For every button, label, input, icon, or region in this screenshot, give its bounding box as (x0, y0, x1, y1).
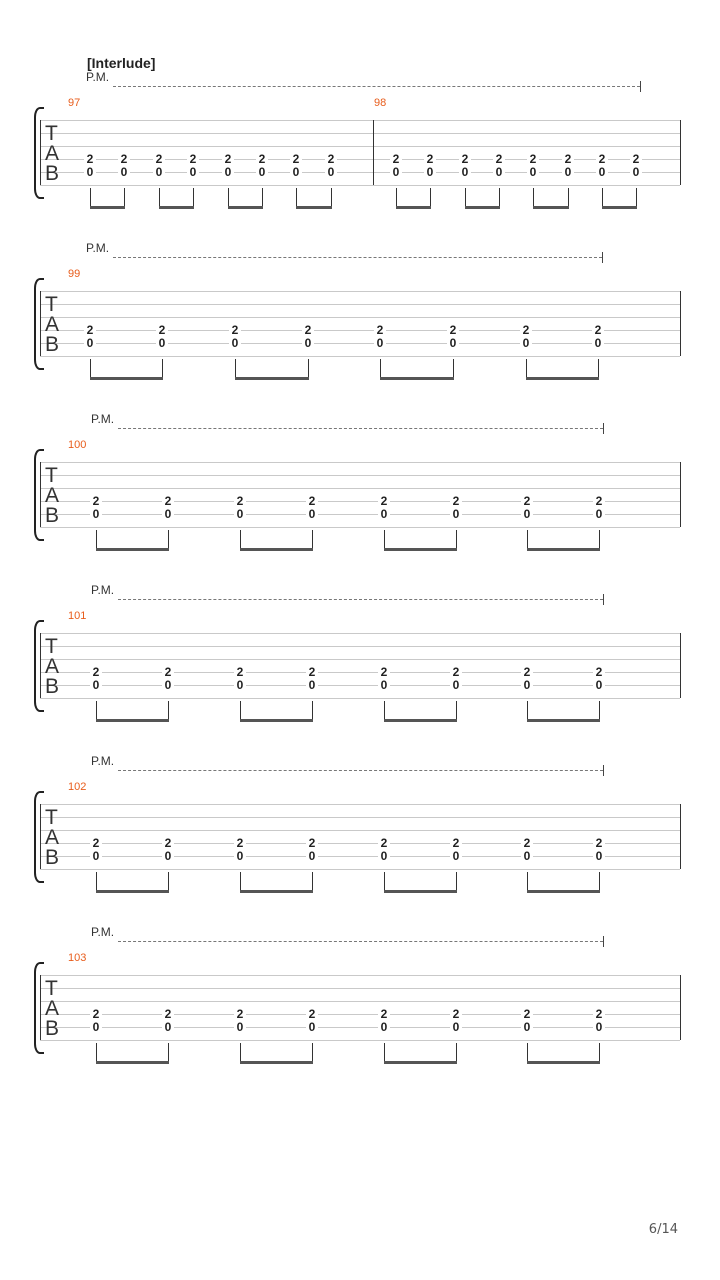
fret-number: 0 (162, 509, 174, 520)
end-barline (680, 291, 681, 356)
fret-number: 2 (156, 325, 168, 336)
fret-number: 2 (596, 154, 608, 165)
note-stem (527, 1043, 528, 1063)
tab-string (40, 843, 680, 844)
start-barline (40, 291, 41, 356)
fret-number: 2 (378, 496, 390, 507)
fret-number: 2 (256, 154, 268, 165)
fret-number: 0 (592, 338, 604, 349)
fret-number: 2 (290, 154, 302, 165)
fret-number: 2 (306, 838, 318, 849)
fret-number: 0 (521, 680, 533, 691)
fret-number: 0 (118, 167, 130, 178)
tab-string (40, 172, 680, 173)
note-stem (90, 359, 91, 379)
note-stem (499, 188, 500, 208)
tab-string (40, 133, 680, 134)
fret-number: 0 (229, 338, 241, 349)
tab-string (40, 1001, 680, 1002)
note-stem (235, 359, 236, 379)
fret-number: 0 (593, 851, 605, 862)
note-beam (384, 719, 457, 722)
fret-number: 0 (162, 851, 174, 862)
palm-mute-label: P.M. (86, 241, 110, 255)
tab-string (40, 185, 680, 186)
fret-number: 0 (84, 338, 96, 349)
fret-number: 2 (162, 838, 174, 849)
tab-string (40, 830, 680, 831)
note-beam (159, 206, 194, 209)
fret-number: 2 (378, 838, 390, 849)
fret-number: 0 (306, 680, 318, 691)
palm-mute-end (603, 765, 604, 776)
note-stem (312, 530, 313, 550)
note-stem (465, 188, 466, 208)
fret-number: 2 (593, 496, 605, 507)
fret-number: 0 (90, 851, 102, 862)
note-stem (527, 530, 528, 550)
note-stem (240, 701, 241, 721)
palm-mute-end (603, 423, 604, 434)
fret-number: 0 (306, 509, 318, 520)
fret-number: 2 (302, 325, 314, 336)
fret-number: 0 (593, 680, 605, 691)
note-stem (240, 1043, 241, 1063)
fret-number: 0 (521, 509, 533, 520)
note-stem (636, 188, 637, 208)
tab-string (40, 501, 680, 502)
page-number: 6/14 (648, 1222, 678, 1237)
start-barline (40, 633, 41, 698)
fret-number: 0 (450, 509, 462, 520)
fret-number: 0 (424, 167, 436, 178)
fret-number: 2 (450, 667, 462, 678)
note-beam (90, 206, 125, 209)
tab-clef-letter: B (45, 675, 60, 698)
tab-clef-letter: T (45, 635, 58, 658)
fret-number: 2 (90, 667, 102, 678)
tab-string (40, 672, 680, 673)
fret-number: 2 (234, 838, 246, 849)
note-stem (240, 872, 241, 892)
note-stem (96, 1043, 97, 1063)
fret-number: 0 (562, 167, 574, 178)
palm-mute-end (603, 936, 604, 947)
tab-string (40, 869, 680, 870)
fret-number: 0 (378, 1022, 390, 1033)
fret-number: 2 (306, 667, 318, 678)
tab-clef-letter: T (45, 293, 58, 316)
tab-string (40, 514, 680, 515)
fret-number: 0 (527, 167, 539, 178)
tab-clef-letter: T (45, 464, 58, 487)
note-beam (296, 206, 332, 209)
note-beam (240, 890, 313, 893)
fret-number: 0 (378, 509, 390, 520)
fret-number: 0 (90, 680, 102, 691)
note-stem (312, 701, 313, 721)
tab-string (40, 804, 680, 805)
note-stem (240, 530, 241, 550)
tab-string (40, 291, 680, 292)
tab-string (40, 304, 680, 305)
note-beam (602, 206, 637, 209)
tab-string (40, 975, 680, 976)
measure-number: 98 (374, 97, 387, 109)
fret-number: 2 (450, 1009, 462, 1020)
tab-clef-letter: B (45, 846, 60, 869)
fret-number: 2 (521, 838, 533, 849)
fret-number: 2 (521, 1009, 533, 1020)
fret-number: 2 (162, 667, 174, 678)
fret-number: 0 (90, 509, 102, 520)
palm-mute-line (118, 770, 603, 771)
tab-string (40, 856, 680, 857)
fret-number: 0 (187, 167, 199, 178)
fret-number: 0 (390, 167, 402, 178)
note-beam (240, 1061, 313, 1064)
fret-number: 2 (306, 1009, 318, 1020)
note-stem (598, 359, 599, 379)
note-stem (384, 872, 385, 892)
measure-barline (373, 120, 374, 185)
tab-clef-letter: T (45, 122, 58, 145)
note-stem (599, 701, 600, 721)
fret-number: 0 (234, 680, 246, 691)
fret-number: 0 (234, 509, 246, 520)
note-beam (380, 377, 454, 380)
note-stem (380, 359, 381, 379)
note-beam (90, 377, 163, 380)
note-stem (162, 359, 163, 379)
fret-number: 2 (90, 496, 102, 507)
fret-number: 0 (162, 1022, 174, 1033)
tab-string (40, 988, 680, 989)
fret-number: 0 (450, 680, 462, 691)
tab-clef-letter: B (45, 333, 60, 356)
note-stem (228, 188, 229, 208)
fret-number: 2 (325, 154, 337, 165)
note-stem (456, 872, 457, 892)
note-beam (235, 377, 309, 380)
tab-string (40, 146, 680, 147)
tab-string (40, 646, 680, 647)
fret-number: 2 (118, 154, 130, 165)
tab-string (40, 159, 680, 160)
note-stem (168, 701, 169, 721)
note-stem (527, 872, 528, 892)
note-beam (396, 206, 431, 209)
section-label: [Interlude] (87, 55, 156, 71)
tab-string (40, 330, 680, 331)
start-barline (40, 462, 41, 527)
fret-number: 0 (325, 167, 337, 178)
fret-number: 2 (424, 154, 436, 165)
fret-number: 2 (593, 1009, 605, 1020)
note-beam (526, 377, 599, 380)
note-stem (159, 188, 160, 208)
note-beam (96, 890, 169, 893)
tab-string (40, 120, 680, 121)
fret-number: 2 (90, 1009, 102, 1020)
fret-number: 0 (450, 1022, 462, 1033)
palm-mute-line (118, 599, 603, 600)
fret-number: 0 (306, 851, 318, 862)
end-barline (680, 975, 681, 1040)
fret-number: 2 (450, 496, 462, 507)
end-barline (680, 633, 681, 698)
end-barline (680, 804, 681, 869)
tab-clef-letter: A (45, 655, 60, 678)
note-stem (296, 188, 297, 208)
fret-number: 2 (450, 838, 462, 849)
note-stem (168, 1043, 169, 1063)
fret-number: 0 (521, 851, 533, 862)
fret-number: 0 (520, 338, 532, 349)
fret-number: 0 (593, 1022, 605, 1033)
note-beam (527, 719, 600, 722)
palm-mute-label: P.M. (86, 70, 110, 84)
fret-number: 0 (593, 509, 605, 520)
note-stem (453, 359, 454, 379)
tab-clef-letter: B (45, 504, 60, 527)
note-stem (568, 188, 569, 208)
note-stem (168, 872, 169, 892)
palm-mute-label: P.M. (91, 925, 115, 939)
note-stem (526, 359, 527, 379)
end-barline (680, 120, 681, 185)
fret-number: 0 (162, 680, 174, 691)
fret-number: 2 (374, 325, 386, 336)
fret-number: 2 (630, 154, 642, 165)
note-beam (384, 890, 457, 893)
fret-number: 2 (234, 496, 246, 507)
tab-string (40, 475, 680, 476)
end-barline (680, 462, 681, 527)
tab-string (40, 356, 680, 357)
tab-string (40, 1027, 680, 1028)
note-stem (96, 872, 97, 892)
fret-number: 2 (229, 325, 241, 336)
tab-string (40, 317, 680, 318)
measure-number: 97 (68, 97, 81, 109)
note-stem (602, 188, 603, 208)
tab-clef-letter: A (45, 997, 60, 1020)
tab-string (40, 527, 680, 528)
tab-clef-letter: B (45, 1017, 60, 1040)
fret-number: 2 (153, 154, 165, 165)
note-beam (384, 548, 457, 551)
fret-number: 2 (390, 154, 402, 165)
note-beam (240, 548, 313, 551)
tab-clef-letter: A (45, 484, 60, 507)
note-stem (124, 188, 125, 208)
palm-mute-label: P.M. (91, 754, 115, 768)
note-beam (527, 1061, 600, 1064)
note-stem (430, 188, 431, 208)
fret-number: 2 (306, 496, 318, 507)
measure-number: 100 (68, 439, 87, 451)
fret-number: 0 (234, 1022, 246, 1033)
note-beam (384, 1061, 457, 1064)
palm-mute-line (118, 428, 603, 429)
start-barline (40, 804, 41, 869)
note-beam (96, 1061, 169, 1064)
palm-mute-end (603, 594, 604, 605)
note-stem (312, 1043, 313, 1063)
tab-string (40, 488, 680, 489)
note-beam (240, 719, 313, 722)
fret-number: 2 (84, 325, 96, 336)
fret-number: 2 (447, 325, 459, 336)
fret-number: 2 (493, 154, 505, 165)
fret-number: 2 (521, 496, 533, 507)
note-stem (533, 188, 534, 208)
fret-number: 0 (302, 338, 314, 349)
tab-string (40, 698, 680, 699)
note-stem (599, 872, 600, 892)
note-stem (384, 701, 385, 721)
fret-number: 2 (222, 154, 234, 165)
note-stem (168, 530, 169, 550)
fret-number: 2 (592, 325, 604, 336)
palm-mute-line (118, 941, 603, 942)
note-stem (396, 188, 397, 208)
start-barline (40, 975, 41, 1040)
note-stem (599, 530, 600, 550)
fret-number: 0 (306, 1022, 318, 1033)
palm-mute-label: P.M. (91, 583, 115, 597)
note-stem (90, 188, 91, 208)
fret-number: 0 (447, 338, 459, 349)
fret-number: 0 (256, 167, 268, 178)
fret-number: 2 (378, 667, 390, 678)
tab-string (40, 817, 680, 818)
tab-clef-letter: T (45, 977, 58, 1000)
fret-number: 2 (234, 1009, 246, 1020)
fret-number: 0 (521, 1022, 533, 1033)
note-beam (228, 206, 263, 209)
fret-number: 0 (630, 167, 642, 178)
note-beam (96, 548, 169, 551)
measure-number: 102 (68, 781, 87, 793)
fret-number: 0 (84, 167, 96, 178)
fret-number: 2 (520, 325, 532, 336)
note-stem (599, 1043, 600, 1063)
palm-mute-label: P.M. (91, 412, 115, 426)
fret-number: 0 (378, 680, 390, 691)
fret-number: 2 (527, 154, 539, 165)
tab-clef-letter: B (45, 162, 60, 185)
note-beam (465, 206, 500, 209)
tab-clef-letter: A (45, 313, 60, 336)
note-stem (527, 701, 528, 721)
fret-number: 0 (90, 1022, 102, 1033)
note-stem (456, 1043, 457, 1063)
note-stem (384, 530, 385, 550)
fret-number: 2 (84, 154, 96, 165)
tab-string (40, 462, 680, 463)
tab-clef-letter: T (45, 806, 58, 829)
tab-string (40, 1014, 680, 1015)
fret-number: 2 (187, 154, 199, 165)
note-beam (533, 206, 569, 209)
fret-number: 0 (290, 167, 302, 178)
fret-number: 2 (562, 154, 574, 165)
fret-number: 0 (596, 167, 608, 178)
fret-number: 0 (156, 338, 168, 349)
fret-number: 2 (378, 1009, 390, 1020)
note-stem (96, 701, 97, 721)
fret-number: 2 (459, 154, 471, 165)
fret-number: 0 (374, 338, 386, 349)
fret-number: 0 (493, 167, 505, 178)
note-stem (456, 701, 457, 721)
note-stem (193, 188, 194, 208)
note-stem (308, 359, 309, 379)
palm-mute-end (640, 81, 641, 92)
fret-number: 2 (521, 667, 533, 678)
note-beam (527, 548, 600, 551)
fret-number: 0 (459, 167, 471, 178)
note-stem (384, 1043, 385, 1063)
start-barline (40, 120, 41, 185)
fret-number: 2 (90, 838, 102, 849)
note-beam (527, 890, 600, 893)
palm-mute-line (113, 257, 602, 258)
measure-number: 99 (68, 268, 81, 280)
fret-number: 0 (222, 167, 234, 178)
note-stem (456, 530, 457, 550)
note-stem (312, 872, 313, 892)
palm-mute-line (113, 86, 640, 87)
measure-number: 103 (68, 952, 87, 964)
fret-number: 2 (234, 667, 246, 678)
fret-number: 0 (378, 851, 390, 862)
fret-number: 2 (162, 496, 174, 507)
fret-number: 2 (593, 838, 605, 849)
note-stem (262, 188, 263, 208)
tab-string (40, 343, 680, 344)
tab-string (40, 633, 680, 634)
palm-mute-end (602, 252, 603, 263)
note-beam (96, 719, 169, 722)
tab-clef-letter: A (45, 142, 60, 165)
tab-string (40, 1040, 680, 1041)
tab-string (40, 659, 680, 660)
note-stem (331, 188, 332, 208)
fret-number: 0 (450, 851, 462, 862)
fret-number: 0 (234, 851, 246, 862)
tab-clef-letter: A (45, 826, 60, 849)
fret-number: 2 (162, 1009, 174, 1020)
measure-number: 101 (68, 610, 87, 622)
fret-number: 0 (153, 167, 165, 178)
tab-string (40, 685, 680, 686)
fret-number: 2 (593, 667, 605, 678)
note-stem (96, 530, 97, 550)
